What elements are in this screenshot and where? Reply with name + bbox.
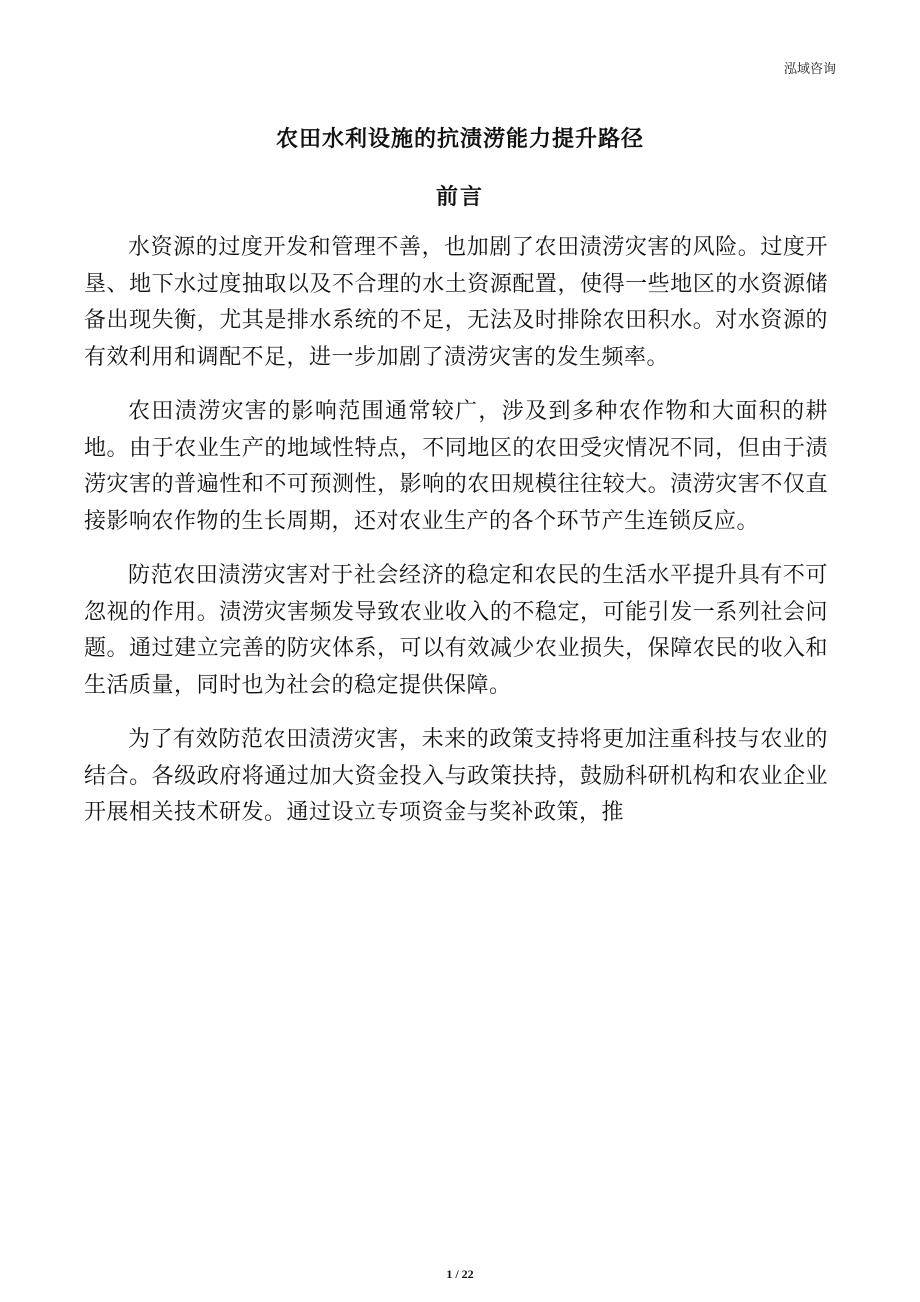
paragraph: 水资源的过度开发和管理不善，也加剧了农田渍涝灾害的风险。过度开垦、地下水过度抽取以及不合理的水土资源配置，使得一些地区的水资源储备出现失衡，尤其是排水系统的不足，无法及时排除农田积水。对水资源的有效利用和调配不足，进一步加剧了渍涝灾害的发生频率。 — [84, 235, 828, 370]
header-brand: 泓域咨询 — [783, 62, 836, 77]
document-body — [84, 230, 828, 850]
document-title: 农田水利设施的抗渍涝能力提升路径 — [275, 127, 644, 152]
page-number: 1 / 22 — [446, 1267, 474, 1281]
paragraph: 为了有效防范农田渍涝灾害，未来的政策支持将更加注重科技与农业的结合。各级政府将通过加大资金投入与政策扶持，鼓励科研机构和农业企业开展相关技术研发。通过设立专项资金与奖补政策，推 — [84, 727, 828, 825]
paragraph: 农田渍涝灾害的影响范围通常较广，涉及到多种农作物和大面积的耕地。由于农业生产的地域性特点，不同地区的农田受灾情况不同，但由于渍涝灾害的普遍性和不可预测性，影响的农田规模往往较大。渍涝灾害不仅直接影响农作物的生长周期，还对农业生产的各个环节产生连锁反应。 — [84, 399, 828, 534]
paragraph: 防范农田渍涝灾害对于社会经济的稳定和农民的生活水平提升具有不可忽视的作用。渍涝灾害频发导致农业收入的不稳定，可能引发一系列社会问题。通过建立完善的防灾体系，可以有效减少农业损失，保障农民的收入和生活质量，同时也为社会的稳定提供保障。 — [84, 563, 828, 698]
section-heading: 前言 — [435, 185, 484, 210]
